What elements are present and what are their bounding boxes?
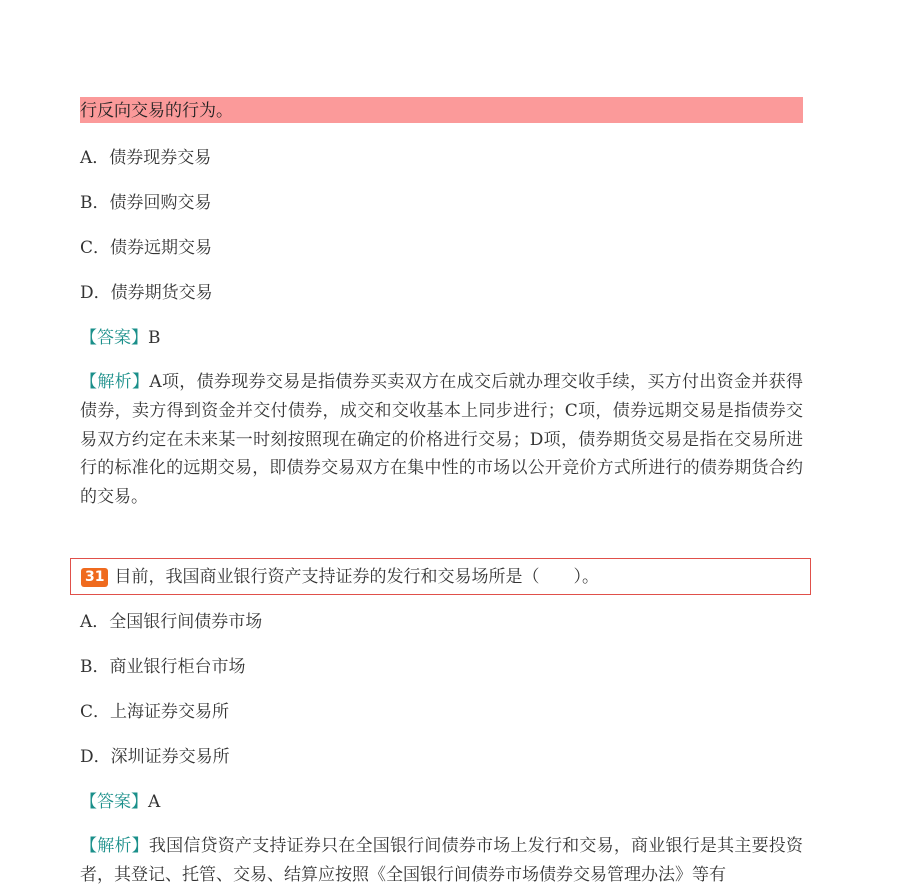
question-30-explanation [80, 368, 803, 512]
question-31-explanation [80, 832, 803, 890]
answer-value: A [148, 792, 161, 812]
question-31-text: 目前，我国商业银行资产支持证券的发行和交易场所是（ ）。 [114, 567, 599, 587]
explain-tag: 【解析】 [80, 372, 150, 392]
explain-text: 我国信贷资产支持证券只在全国银行间债券市场上发行和交易，商业银行是其主要投资者，其登记、托管、交易、结算应按照《全国银行间债券市场债券交易管理办法》等有 [80, 836, 804, 885]
question-30-option-a[interactable]: A．债券现券交易 [80, 148, 212, 168]
explain-text: A项，债券现券交易是指债券买卖双方在成交后就办理交收手续，买方付出资金并获得债券，卖方得到资金并交付债券，成交和交收基本上同步进行；C项，债券远期交易是指债券交易双方约定在未来某一时刻按照现在确定的价格进行交易；D项，债券期货交易是指在交易所进行的标准化的远期交易，即债券交易双方在集中性的市场以公开竞价方式所进行的债券期货合约的交易。 [80, 372, 803, 508]
question-30-option-d[interactable]: D．债券期货交易 [80, 283, 213, 303]
question-31-option-d[interactable]: D．深圳证券交易所 [80, 747, 230, 767]
explain-tag: 【解析】 [80, 836, 149, 856]
answer-value: B [148, 328, 161, 348]
question-31-option-b[interactable]: B．商业银行柜台市场 [80, 657, 246, 677]
question-number-badge: 31 [81, 568, 108, 587]
question-30-answer [80, 327, 161, 349]
question-31-answer [80, 791, 160, 813]
question-30-option-b[interactable]: B．债券回购交易 [80, 193, 212, 213]
question-31-option-c[interactable]: C．上海证券交易所 [80, 702, 230, 722]
answer-tag: 【答案】 [80, 792, 148, 812]
question-30-option-c[interactable]: C．债券远期交易 [80, 238, 213, 258]
question-31-option-a[interactable]: A．全国银行间债券市场 [80, 612, 263, 632]
answer-tag: 【答案】 [80, 328, 148, 348]
question-31-stem [70, 558, 811, 595]
question-30-stem-tail: 行反向交易的行为。 [80, 97, 803, 123]
